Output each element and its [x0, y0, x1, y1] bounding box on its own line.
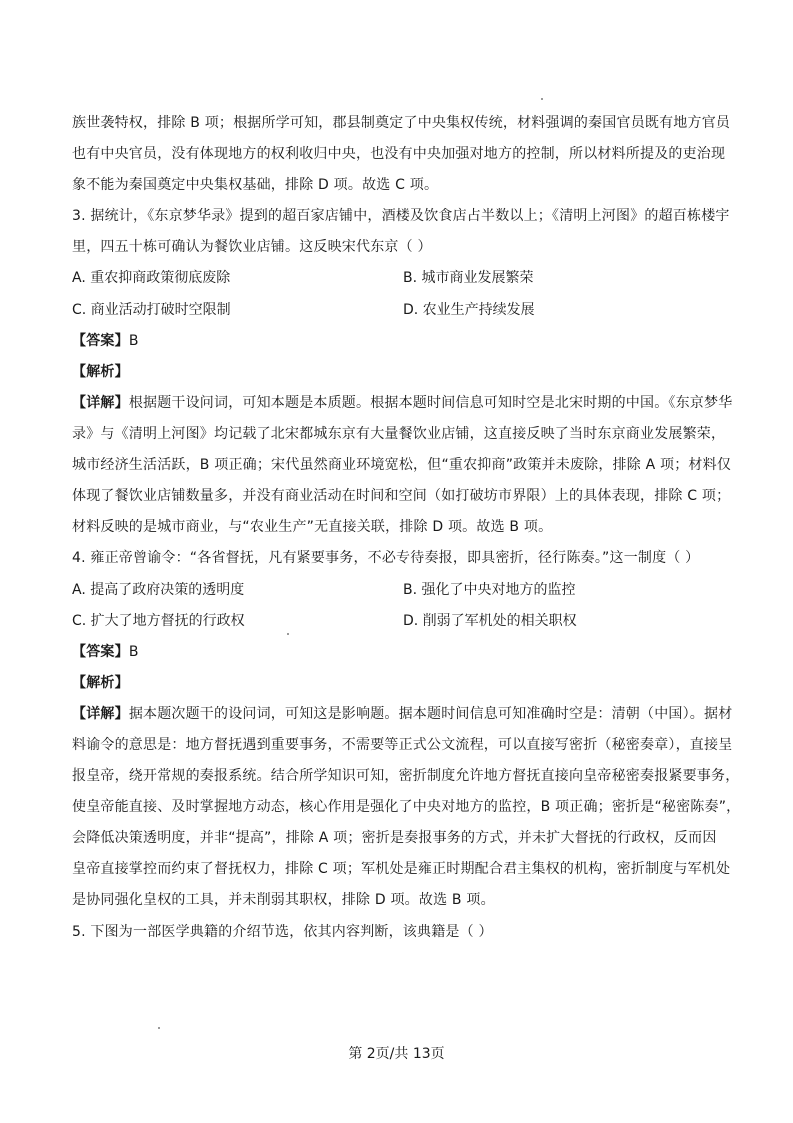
q4-detail-line-2: 料谕令的意思是：地方督抚遇到重要事务，不需要等正式公文流程，可以直接写密折（秘密奏章），直接呈	[72, 737, 733, 753]
answer-value: B	[128, 333, 139, 349]
q4-detail-line-6: 皇帝直接掌控而约束了督抚权力，排除 C 项；军机处是雍正时期配合君主集权的机构，密折制度与军机处	[72, 861, 731, 877]
q4-option-b: B. 强化了中央对地方的监控	[403, 582, 576, 598]
q4-analysis-tag	[72, 673, 129, 693]
q3-detail-line-4: 体现了餐饮业店铺数量多，并没有商业活动在时间和空间（如打破坊市界限）上的具体表现，排除 C 项；	[72, 488, 731, 504]
intro-line-1: 族世袭特权，排除 B 项；根据所学可知，郡县制奠定了中央集权传统，材料强调的秦国官员既有地方官员	[72, 115, 731, 131]
q3-detail-line-2: 录》与《清明上河图》均记载了北宋都城东京有大量餐饮业店铺，这直接反映了当时东京商业发展繁荣，	[72, 426, 726, 442]
q4-detail-line-5: 会降低决策透明度，并非“提高”，排除 A 项；密折是奏报事务的方式，并未扩大督抚的行政权，反而因	[72, 830, 717, 846]
q3-analysis-tag	[72, 362, 129, 382]
q4-option-a: A. 提高了政府决策的透明度	[72, 582, 245, 598]
page-number: 第 2页/共 13页	[348, 1046, 445, 1062]
detail-text: 据本题次题干的设问词，可知这是影响题。据本题时间信息可知准确时空是：清朝（中国）。据材	[128, 706, 733, 722]
q4-option-d: D. 削弱了军机处的相关职权	[403, 613, 577, 629]
q3-detail-line-5: 材料反映的是城市商业，与“农业生产”无直接关联，排除 D 项。故选 B 项。	[72, 519, 553, 535]
intro-line-2: 也有中央官员，没有体现地方的权利收归中央，也没有中央加强对地方的控制，所以材料所提及的吏治现	[72, 146, 726, 162]
q3-stem-line-1: 3. 据统计，《东京梦华录》提到的超百家店铺中，酒楼及饮食店占半数以上；《清明上河图》的超百栋楼宇	[72, 208, 730, 224]
detail-text: 根据题干设问词，可知本题是本质题。根据本题时间信息可知时空是北宋时期的中国。《东京梦华	[128, 395, 733, 411]
q5-stem: 5. 下图为一部医学典籍的介绍节选，依其内容判断，该典籍是（ ）	[72, 924, 493, 940]
analysis-tag: 【解析】	[72, 675, 129, 691]
detail-tag: 【详解】	[72, 395, 129, 411]
q3-option-c: C. 商业活动打破时空限制	[72, 302, 231, 318]
analysis-tag: 【解析】	[72, 364, 129, 380]
detail-tag: 【详解】	[72, 706, 129, 722]
q4-answer	[72, 642, 139, 662]
q3-option-b: B. 城市商业发展繁荣	[403, 270, 534, 286]
q4-detail-line-7: 是协同强化皇权的工具，并未削弱其职权，排除 D 项。故选 B 项。	[72, 892, 495, 908]
answer-value: B	[128, 644, 139, 660]
q3-stem-line-2: 里，四五十栋可确认为餐饮业店铺。这反映宋代东京（ ）	[72, 239, 432, 255]
q3-answer	[72, 331, 139, 351]
answer-tag: 【答案】	[72, 333, 129, 349]
q3-option-a: A. 重农抑商政策彻底废除	[72, 270, 231, 286]
q4-detail-line-1	[72, 704, 732, 724]
q4-stem: 4. 雍正帝曾谕令：“各省督抚，凡有紧要事务，不必专待奏报，即具密折，径行陈奏。”这一制度（ ）	[72, 550, 700, 566]
q3-detail-line-1	[72, 393, 732, 413]
scan-speck	[287, 633, 289, 635]
intro-line-3: 象不能为秦国奠定中央集权基础，排除 D 项。故选 C 项。	[72, 177, 439, 193]
q4-option-c: C. 扩大了地方督抚的行政权	[72, 613, 245, 629]
q3-detail-line-3: 城市经济生活活跃，B 项正确；宋代虽然商业环境宽松，但“重农抑商”政策并未废除，排除 A 项；材料仅	[72, 457, 732, 473]
q3-option-d: D. 农业生产持续发展	[403, 302, 535, 318]
scan-speck	[158, 1027, 160, 1029]
scan-speck	[541, 98, 543, 100]
answer-tag: 【答案】	[72, 644, 129, 660]
q4-detail-line-3: 报皇帝，绕开常规的奏报系统。结合所学知识可知，密折制度允许地方督抚直接向皇帝秘密奏报紧要事务，	[72, 768, 740, 784]
q4-detail-line-4: 使皇帝能直接、及时掌握地方动态，核心作用是强化了中央对地方的监控，B 项正确；密折是“秘密陈奏”，	[72, 799, 741, 815]
